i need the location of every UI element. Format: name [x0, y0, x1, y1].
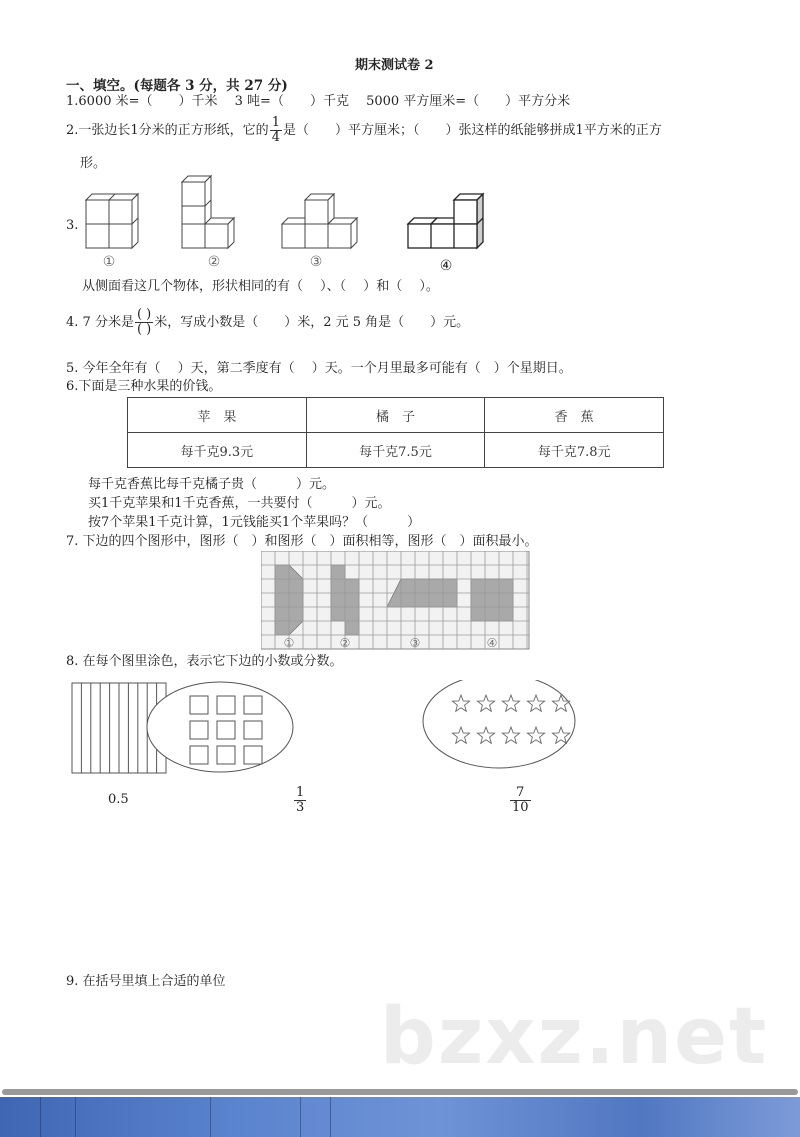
- figure-label-4: ④: [439, 258, 453, 272]
- cube-figure-1: [86, 194, 138, 248]
- price-orange: 每千克7.5元: [306, 433, 485, 468]
- question-9: 9. 在括号里填上合适的单位: [66, 974, 226, 989]
- figure-label-2: ②: [207, 254, 221, 270]
- svg-text:③: ③: [409, 636, 421, 650]
- q2-suffix: 是（ ）平方厘米；（ ）张这样的纸能够拼成1平方米的正方: [282, 123, 662, 138]
- question-4: 4. 7 分米是 $\frac{( )}{( )}$ 米，写成小数是（ ）米，2 元 5 角是（ ）元。: [66, 307, 470, 337]
- q6-sub-3: 按7个苹果1千克计算，1元钱能买1个苹果吗？（ ）: [88, 515, 421, 530]
- svg-text:④: ④: [486, 636, 498, 650]
- q2-prefix: 2.一张边长1分米的正方形纸，它的: [66, 123, 269, 138]
- q3-question: 从侧面看这几个物体，形状相同的有（ ）、（ ）和（ ）。: [82, 279, 439, 294]
- svg-text:②: ②: [339, 636, 351, 650]
- q7-area-grid: [261, 551, 531, 651]
- price-apple: 每千克9.3元: [128, 433, 307, 468]
- document-title: 期末测试卷 2: [355, 58, 434, 73]
- price-banana: 每千克7.8元: [485, 433, 664, 468]
- question-1: 1.6000 米=（ ）千米 3 吨=（ ）千克 5000 平方厘米=（ ）平方分米: [66, 94, 571, 109]
- q6-sub-2: 买1千克苹果和1千克香蕉，一共要付（ ）元。: [88, 496, 391, 511]
- desktop-background: [0, 1097, 800, 1137]
- scrollbar-thumb[interactable]: [2, 1089, 798, 1095]
- q2-continuation: 形。: [80, 156, 107, 171]
- fraction-7-10: $\frac{7}{10}$: [512, 785, 529, 815]
- q8-figures: [70, 680, 590, 780]
- horizontal-scrollbar[interactable]: [0, 1088, 800, 1097]
- cube-figure-4: [408, 194, 483, 248]
- q4-fraction: $\frac{( )}{( )}$: [136, 307, 152, 337]
- question-8: 8. 在每个图里涂色，表示它下边的小数或分数。: [66, 654, 343, 669]
- q6-sub-1: 每千克香蕉比每千克橘子贵（ ）元。: [88, 477, 336, 492]
- stars-ellipse: [423, 680, 575, 768]
- svg-text:①: ①: [283, 636, 295, 650]
- figure-label-3: ③: [309, 254, 323, 270]
- table-header-apple: 苹 果: [128, 398, 307, 433]
- question-6-intro: 6.下面是三种水果的价钱。: [66, 379, 222, 394]
- table-header-row: [128, 398, 664, 433]
- q2-fraction: $\frac{1}{4}$: [271, 115, 280, 145]
- question-7: 7. 下边的四个图形中，图形（ ）和图形（ ）面积相等，图形（ ）面积最小。: [66, 534, 538, 549]
- fraction-1-3: $\frac{1}{3}$: [296, 785, 305, 815]
- question-5: 5. 今年全年有（ ）天，第二季度有（ ）天。一个月里最多可能有（ ）个星期日。: [66, 361, 572, 376]
- table-row: [128, 433, 664, 468]
- table-header-orange: 橘 子: [306, 398, 485, 433]
- watermark: bzxz.net: [380, 992, 769, 1082]
- q3-label: 3.: [66, 218, 79, 233]
- fruit-price-table: [127, 397, 664, 468]
- section-heading: 一、填空。(每题各 3 分，共 27 分): [66, 78, 288, 94]
- table-header-banana: 香 蕉: [485, 398, 664, 433]
- q3-cube-figures: [80, 172, 500, 272]
- cube-figure-3: [282, 194, 357, 248]
- label-0-5: 0.5: [108, 792, 129, 807]
- cube-figure-2: [182, 176, 234, 248]
- question-2: [66, 116, 662, 145]
- shape-4: [471, 579, 513, 621]
- figure-label-1: ①: [102, 254, 116, 270]
